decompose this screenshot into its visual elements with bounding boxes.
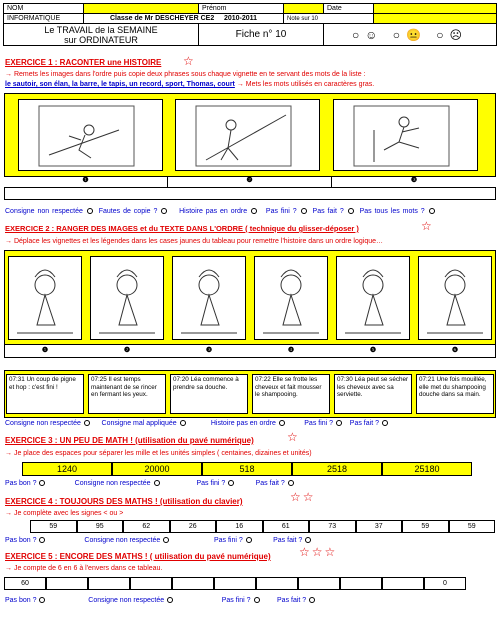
ex2-instruction: → Déplace les vignettes et les légendes dans les cases jaunes du tableau pour remettre l'histoire dans un ordre logique… <box>5 238 384 245</box>
ex3-number-cell[interactable]: 25180 <box>382 462 472 476</box>
ex2-vignette-6[interactable] <box>418 256 492 340</box>
ex5-count-cell[interactable] <box>172 577 214 590</box>
girl-shower-drawing-icon <box>173 257 245 339</box>
note-label: Note sur 10 <box>284 14 374 24</box>
fiche-title: Fiche n° 10 <box>199 24 324 46</box>
ex4-compare-cell[interactable]: 26 <box>170 520 217 533</box>
vignette-number: ❹ <box>287 347 295 354</box>
ex5-count-cell[interactable]: 0 <box>424 577 466 590</box>
nom-field[interactable] <box>84 4 199 14</box>
ex1-instruction: → Remets les images dans l'ordre puis copie deux phrases sous chaque vignette en te servant des mots de la liste : <box>5 71 366 78</box>
ex4-compare-cell[interactable]: 73 <box>309 520 356 533</box>
ex4-feedback: Pas bon ? Consigne non respectée Pas fini ? Pas fait ? <box>5 537 311 544</box>
girl-shower-drawing-icon <box>255 257 327 339</box>
ex5-count-cell[interactable] <box>256 577 298 590</box>
ex4-instruction: → Je complète avec les signes < ou > <box>5 510 124 517</box>
star-icon: ☆☆☆ <box>299 545 338 559</box>
ex2-legend-5[interactable]: 07:30 Léa peut se sécher les cheveux avec sa serviette. <box>334 374 412 414</box>
date-label: Date <box>324 4 374 14</box>
ex5-instruction: → Je compte de 6 en 6 à l'envers dans ce tableau. <box>5 565 163 572</box>
ex4-compare-cell[interactable]: 37 <box>356 520 403 533</box>
header-table <box>3 3 497 46</box>
star-icon: ☆ <box>287 430 298 444</box>
ex1-words: le sautoir, son élan, la barre, le tapis, un record, sport, Thomas, court → Mets les mots utilisés en caractères gras. <box>5 81 375 88</box>
ex5-count-cell[interactable] <box>214 577 256 590</box>
ex3-number-cell[interactable]: 20000 <box>112 462 202 476</box>
travail-title: Le TRAVAIL de la SEMAINE sur ORDINATEUR <box>4 24 199 46</box>
vignette-2[interactable] <box>175 99 320 171</box>
ex4-compare-cell[interactable]: 59 <box>449 520 496 533</box>
ex1-title: EXERCICE 1 : RACONTER une HISTOIRE <box>5 58 162 67</box>
date-field[interactable] <box>374 4 497 14</box>
ex2-vignette-1[interactable] <box>8 256 82 340</box>
ex3-number-cell[interactable]: 1240 <box>22 462 112 476</box>
ex4-compare-cell[interactable]: 16 <box>216 520 263 533</box>
nom-label: NOM <box>4 4 84 14</box>
star-icon: ☆ <box>421 219 432 233</box>
star-icon: ☆ <box>183 54 194 68</box>
ex5-count-cell[interactable]: 60 <box>4 577 46 590</box>
vignette-number: ❸ <box>410 177 418 184</box>
ex3-instruction: → Je place des espaces pour séparer les mille et les unités simples ( centaines, dizaines et unités) <box>5 450 312 457</box>
star-icon: ☆☆ <box>290 490 316 504</box>
ex2-vignette-5[interactable] <box>336 256 410 340</box>
ex1-feedback: Consigne non respectée Fautes de copie ? Histoire pas en ordre Pas fini ? Pas fait ? Pas tous les mots ? <box>5 208 435 215</box>
ex5-count-cell[interactable] <box>88 577 130 590</box>
ex3-number-cell[interactable]: 2518 <box>292 462 382 476</box>
ex2-legend-3[interactable]: 07:20 Léa commence à prendre sa douche. <box>170 374 248 414</box>
athlete-drawing-icon <box>334 100 477 170</box>
prenom-label: Prénom <box>199 4 284 14</box>
classe-label: Classe de Mr DESCHEYER CE2 2010-2011 <box>84 14 284 24</box>
ex2-vignette-3[interactable] <box>172 256 246 340</box>
girl-shower-drawing-icon <box>419 257 491 339</box>
ex3-title: EXERCICE 3 : UN PEU DE MATH ! (utilisation du pavé numérique) <box>5 436 254 445</box>
ex5-feedback: Pas bon ? Consigne non respectée Pas fini ? Pas fait ? <box>5 597 315 604</box>
vignette-number: ❺ <box>369 347 377 354</box>
ex2-feedback: Consigne non respectée Consigne mal appliquée Histoire pas en ordre Pas fini ? Pas fait ? <box>5 420 388 427</box>
ex5-count-cell[interactable] <box>46 577 88 590</box>
ex4-compare-cell[interactable]: 62 <box>123 520 170 533</box>
ex2-vignette-4[interactable] <box>254 256 328 340</box>
vignette-1[interactable] <box>18 99 163 171</box>
smiley-icons: ○☺ ○😐 ○☹ <box>324 24 497 46</box>
vignette-number: ❷ <box>123 347 131 354</box>
ex2-title: EXERCICE 2 : RANGER DES IMAGES et du TEXTE DANS L'ORDRE ( technique du glisser-déposer ) <box>5 224 359 233</box>
ex5-count-cell[interactable] <box>382 577 424 590</box>
vignette-number: ❸ <box>205 347 213 354</box>
athlete-drawing-icon <box>19 100 162 170</box>
girl-shower-drawing-icon <box>337 257 409 339</box>
note-field[interactable] <box>374 14 497 24</box>
vignette-number: ❶ <box>82 177 89 184</box>
vignette-3[interactable] <box>333 99 478 171</box>
ex5-count-cell[interactable] <box>130 577 172 590</box>
informatique-label: INFORMATIQUE <box>4 14 84 24</box>
ex2-legend-6[interactable]: 07:21 Une fois mouillée, elle met du shampooing douche dans sa main. <box>416 374 494 414</box>
prenom-field[interactable] <box>284 4 324 14</box>
girl-shower-drawing-icon <box>9 257 81 339</box>
ex1-writing-row[interactable] <box>4 188 496 200</box>
ex4-title: EXERCICE 4 : TOUJOURS DES MATHS ! (utilisation du clavier) <box>5 497 243 506</box>
ex4-compare-cell[interactable]: 95 <box>77 520 124 533</box>
ex5-count-cell[interactable] <box>298 577 340 590</box>
ex4-compare-cell[interactable]: 61 <box>263 520 310 533</box>
vignette-number: ❶ <box>41 347 49 354</box>
ex2-legend-2[interactable]: 07:25 Il est temps maintenant de se rincer en fermant les yeux. <box>88 374 166 414</box>
ex3-number-cell[interactable]: 518 <box>202 462 292 476</box>
ex2-legend-1[interactable]: 07:31 Un coup de pigne et hop : c'est fini ! <box>6 374 84 414</box>
ex2-vignette-2[interactable] <box>90 256 164 340</box>
ex4-compare-cell[interactable]: 59 <box>402 520 449 533</box>
ex5-title: EXERCICE 5 : ENCORE DES MATHS ! ( utilisation du pavé numérique) <box>5 552 271 561</box>
athlete-drawing-icon <box>176 100 319 170</box>
vignette-number: ❻ <box>451 347 459 354</box>
ex3-feedback: Pas bon ? Consigne non respectée Pas fini ? Pas fait ? <box>5 480 294 487</box>
vignette-number: ❷ <box>246 177 253 184</box>
ex5-count-cell[interactable] <box>340 577 382 590</box>
ex2-legend-4[interactable]: 07:22 Elle se frotte les cheveux et fait mousser le shampooing. <box>252 374 330 414</box>
ex4-compare-cell[interactable]: 59 <box>30 520 77 533</box>
girl-shower-drawing-icon <box>91 257 163 339</box>
